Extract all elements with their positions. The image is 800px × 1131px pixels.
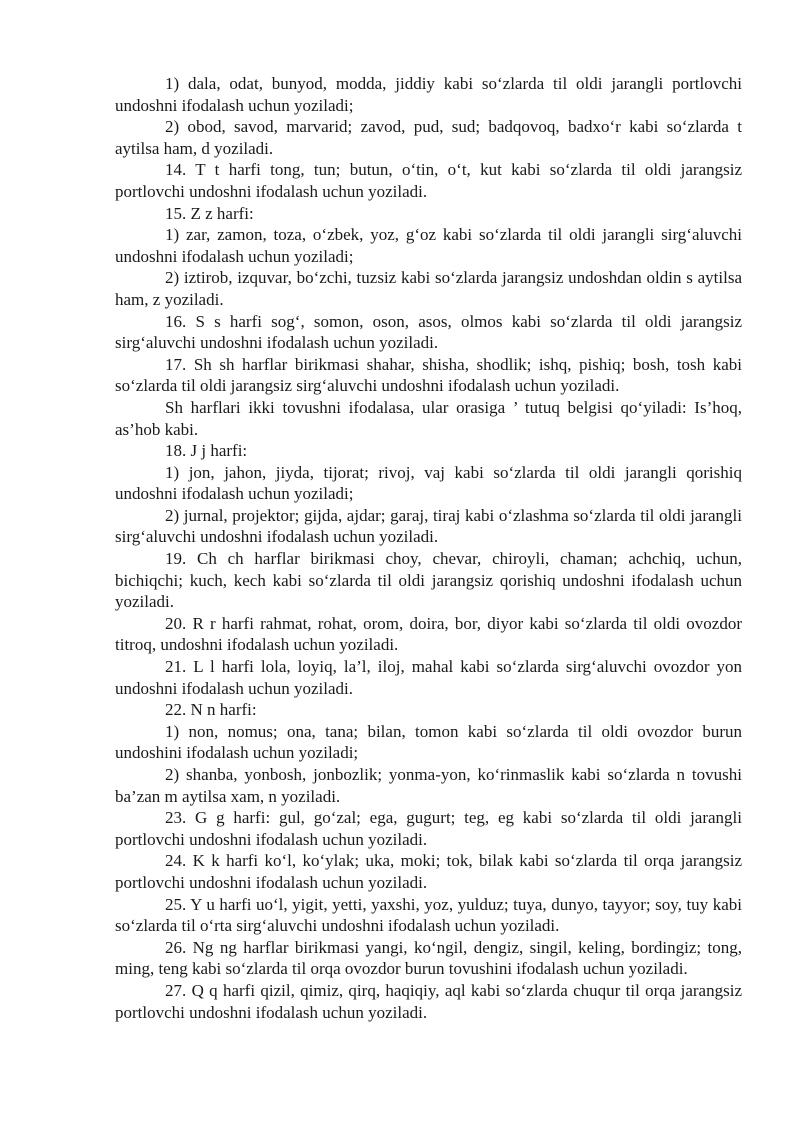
paragraph-26: 26. Ng ng harflar birikmasi yangi, ko‘ngil, dengiz, singil, keling, bordingiz; tong, ming, teng kabi so‘zlarda til orqa ovozdor burun tovushini ifodalash uchun yoziladi.	[115, 937, 742, 979]
paragraph-24: 24. K k harfi ko‘l, ko‘ylak; uka, moki; tok, bilak kabi so‘zlarda til orqa jarangsiz portlovchi undoshni ifodalash uchun yoziladi.	[115, 851, 742, 892]
paragraph-21: 21. L l harfi lola, loyiq, la’l, iloj, mahal kabi so‘zlarda sirg‘aluvchi ovozdor yon undoshni ifodalash uchun yoziladi.	[115, 657, 742, 698]
paragraph-17: 17. Sh sh harflar birikmasi shahar, shisha, shodlik; ishq, pishiq; bosh, tosh kabi so‘zlarda til oldi jarangsiz sirg‘aluvchi undoshni ifodalash uchun yoziladi.	[115, 354, 742, 396]
paragraph-16: 16. S s harfi sog‘, somon, oson, asos, olmos kabi so‘zlarda til oldi jarangsiz sirg‘aluvchi undoshni ifodalash uchun yoziladi.	[115, 311, 742, 353]
document-page	[115, 73, 742, 1023]
paragraph-20: 20. R r harfi rahmat, rohat, orom, doira, bor, diyor kabi so‘zlarda til oldi ovozdor titroq, undoshni ifodalash uchun yoziladi.	[115, 613, 742, 655]
paragraph-27: 27. Q q harfi qizil, qimiz, qirq, haqiqiy, aql kabi so‘zlarda chuqur til orqa jarangsiz portlovchi undoshni ifodalash uchun yoziladi.	[115, 980, 742, 1022]
paragraph-25: 25. Y u harfi uo‘l, yigit, yetti, yaxshi, yoz, yulduz; tuya, dunyo, tayyor; soy, tuy kabi so‘zlarda til o‘rta sirg‘aluvchi undoshni ifodalash uchun yoziladi.	[115, 894, 742, 936]
paragraph-13-1: 1) dala, odat, bunyod, modda, jiddiy kabi so‘zlarda til oldi jarangli portlovchi undoshni ifodalash uchun yoziladi;	[115, 74, 742, 115]
paragraph-19: 19. Ch ch harflar birikmasi choy, chevar, chiroyli, chaman; achchiq, uchun, bichiqchi; kuch, kech kabi so‘zlarda til oldi jarangsiz qorishiq undoshni ifodalash uchun yoziladi.	[115, 549, 742, 612]
paragraph-15-1: 1) zar, zamon, toza, o‘zbek, yoz, g‘oz kabi so‘zlarda til oldi jarangli sirg‘aluvchi undoshni ifodalash uchun yoziladi;	[115, 225, 742, 266]
paragraph-15-heading: 15. Z z harfi:	[165, 203, 254, 223]
paragraph-23: 23. G g harfi: gul, go‘zal; ega, gugurt; teg, eg kabi so‘zlarda til oldi jarangli portlovchi undoshni ifodalash uchun yoziladi.	[115, 808, 742, 849]
paragraph-22-heading: 22. N n harfi:	[165, 700, 257, 720]
paragraph-14: 14. T t harfi tong, tun; butun, o‘tin, o‘t, kut kabi so‘zlarda til oldi jarangsiz portlovchi undoshni ifodalash uchun yoziladi.	[115, 160, 742, 201]
paragraph-15-2: 2) iztirob, izquvar, bo‘zchi, tuzsiz kabi so‘zlarda jarangsiz undoshdan oldin s aytilsa ham, z yoziladi.	[115, 268, 742, 309]
paragraph-22-1: 1) non, nomus; ona, tana; bilan, tomon kabi so‘zlarda til oldi ovozdor burun undoshini ifodalash uchun yoziladi;	[115, 721, 742, 763]
paragraph-18-2: 2) jurnal, projektor; gijda, ajdar; garaj, tiraj kabi o‘zlashma so‘zlarda til oldi jarangli sirg‘aluvchi undoshni ifodalash uchun yoziladi.	[115, 505, 742, 547]
paragraph-18-1: 1) jon, jahon, jiyda, tijorat; rivoj, vaj kabi so‘zlarda til oldi jarangli qorishiq undoshni ifodalash uchun yoziladi;	[115, 462, 742, 504]
paragraph-18-heading: 18. J j harfi:	[165, 441, 248, 461]
paragraph-17-note: Sh harflari ikki tovushni ifodalasa, ular orasiga ’ tutuq belgisi qo‘yiladi: Is’hoq, as’hob kabi.	[115, 397, 742, 439]
paragraph-13-2: 2) obod, savod, marvarid; zavod, pud, sud; badqovoq, badxo‘r kabi so‘zlarda t aytilsa ham, d yoziladi.	[115, 117, 742, 158]
paragraph-22-2: 2) shanba, yonbosh, jonbozlik; yonma-yon, ko‘rinmaslik kabi so‘zlarda n tovushi ba’zan m aytilsa xam, n yoziladi.	[115, 765, 742, 806]
